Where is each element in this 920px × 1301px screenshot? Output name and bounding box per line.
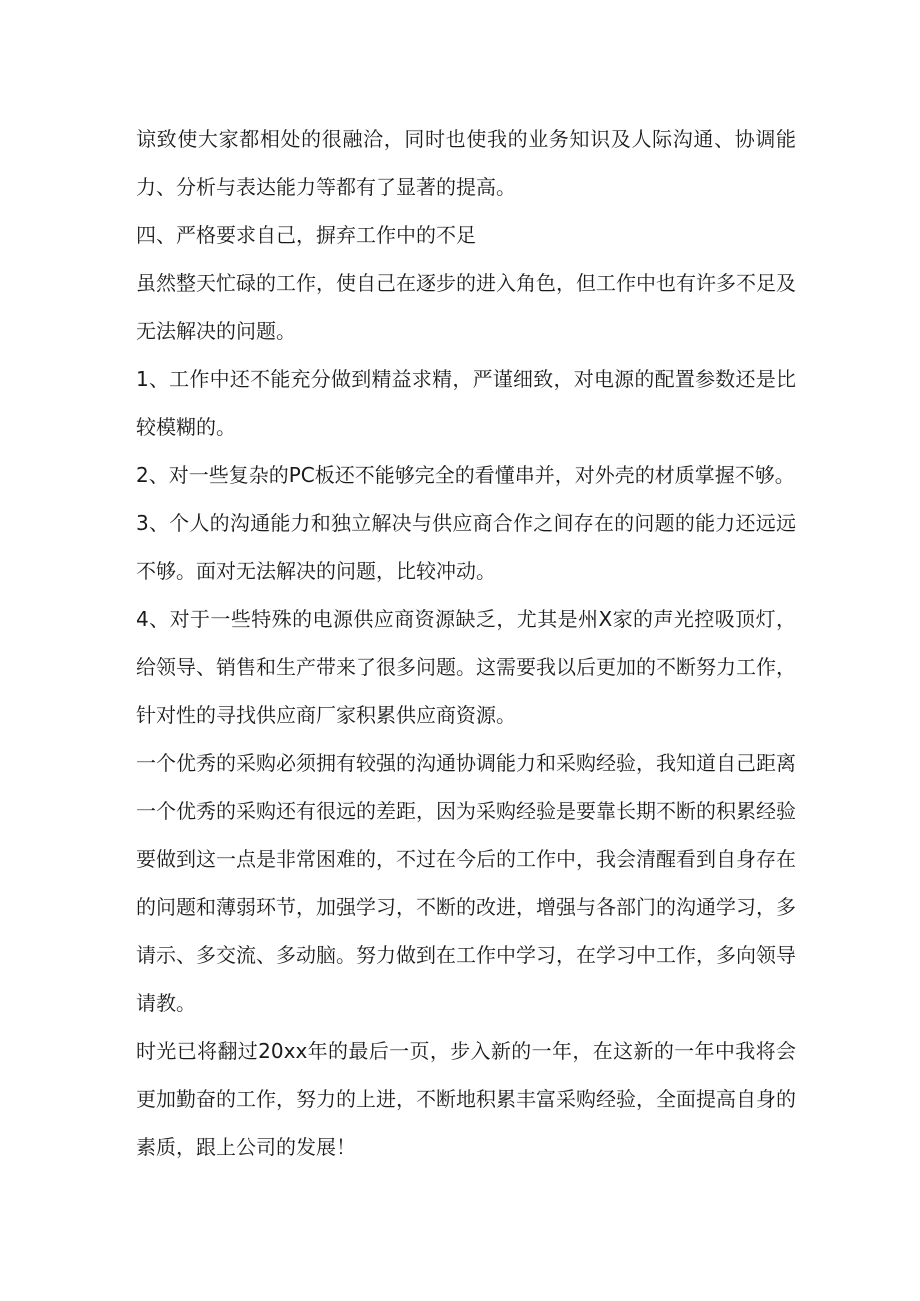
document-body: [136, 115, 796, 1171]
paragraph-continuation: 谅致使大家都相处的很融洽，同时也使我的业务知识及人际沟通、协调能力、分析与表达能力等都有了显著的提高。: [136, 127, 796, 199]
list-item-1: 1、工作中还不能充分做到精益求精，严谨细致，对电源的配置参数还是比较模糊的。: [136, 367, 796, 439]
list-item-2: 2、对一些复杂的PC板还不能够完全的看懂串并，对外壳的材质掌握不够。: [136, 463, 795, 487]
paragraph-intro: 虽然整天忙碌的工作，使自己在逐步的进入角色，但工作中也有许多不足及无法解决的问题。: [136, 271, 796, 343]
paragraph-conclusion: 时光已将翻过20xx年的最后一页，步入新的一年，在这新的一年中我将会更加勤奋的工作，努力的上进，不断地积累丰富采购经验，全面提高自身的素质，跟上公司的发展！: [136, 1039, 796, 1159]
list-item-3: 3、个人的沟通能力和独立解决与供应商合作之间存在的问题的能力还远远不够。面对无法解决的问题，比较冲动。: [136, 511, 796, 583]
section-heading: 四、严格要求自己，摒弃工作中的不足: [136, 223, 476, 247]
paragraph-reflection: 一个优秀的采购必须拥有较强的沟通协调能力和采购经验，我知道自己距离一个优秀的采购还有很远的差距，因为采购经验是要靠长期不断的积累经验要做到这一点是非常困难的，不过在今后的工作中，我会清醒看到自身存在的问题和薄弱环节，加强学习，不断的改进，增强与各部门的沟通学习，多请示、多交流、多动脑。努力做到在工作中学习，在学习中工作，多向领导请教。: [136, 751, 796, 1015]
list-item-4: 4、对于一些特殊的电源供应商资源缺乏，尤其是州X家的声光控吸顶灯，给领导、销售和生产带来了很多问题。这需要我以后更加的不断努力工作，针对性的寻找供应商厂家积累供应商资源。: [136, 607, 796, 727]
